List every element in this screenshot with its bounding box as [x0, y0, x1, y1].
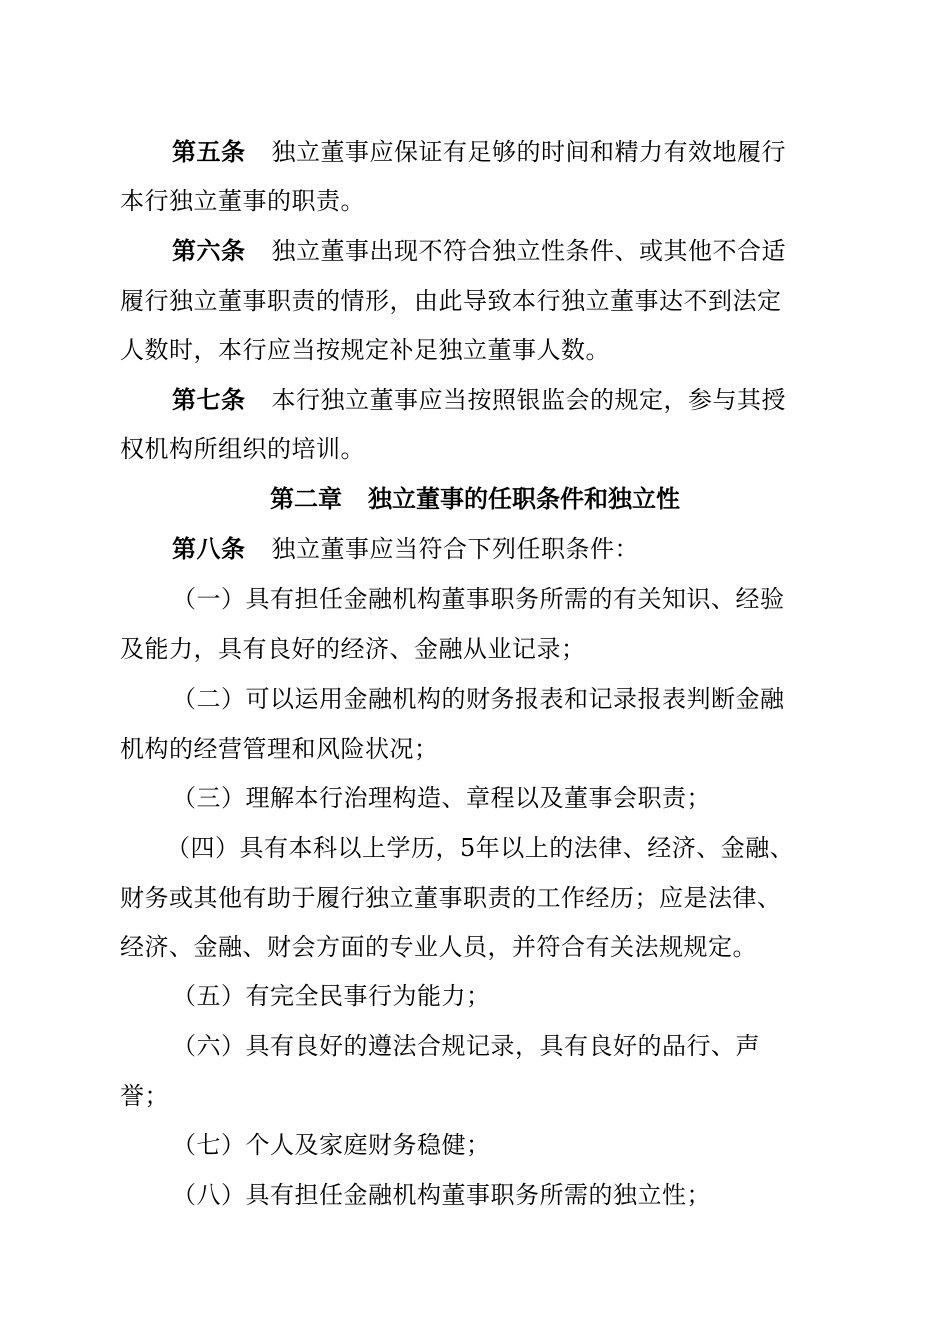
item-8-line-1: （八）具有担任金融机构董事职务所需的独立性； — [172, 1181, 711, 1209]
article-7-line-2: 权机构所组织的培训。 — [120, 435, 365, 463]
article-7-label: 第七条 — [172, 386, 246, 414]
item-4-line-1: （四）具有本科以上学历，5年以上的法律、经济、金融、 — [166, 834, 795, 862]
chapter-2-label: 第二章 — [270, 485, 342, 513]
item-6-line-2: 誉； — [120, 1082, 169, 1110]
article-7-line-1 — [172, 384, 786, 416]
article-6-line-2: 履行独立董事职责的情形，由此导致本行独立董事达不到法定 — [120, 287, 782, 315]
article-5-line-2: 本行独立董事的职责。 — [120, 187, 365, 215]
item-3-line-1: （三）理解本行治理构造、章程以及董事会职责； — [172, 784, 711, 812]
item-7-line-1: （七）个人及家庭财务稳健； — [172, 1131, 491, 1159]
item-2-line-1: （二）可以运用金融机构的财务报表和记录报表判断金融 — [172, 685, 785, 713]
article-6-line-1 — [172, 235, 786, 267]
article-8-text-1: 独立董事应当符合下列任职条件： — [271, 535, 639, 563]
item-4-line-3: 经济、金融、财会方面的专业人员，并符合有关法规规定。 — [120, 933, 757, 961]
article-5-label: 第五条 — [172, 138, 246, 166]
article-6-label: 第六条 — [172, 237, 246, 265]
item-1-line-1: （一）具有担任金融机构董事职务所需的有关知识、经验 — [172, 585, 785, 613]
item-6-line-1: （六）具有良好的遵法合规记录，具有良好的品行、声 — [172, 1032, 760, 1060]
article-5-line-1 — [172, 136, 786, 168]
article-8-label: 第八条 — [172, 535, 246, 563]
article-6-line-3: 人数时，本行应当按规定补足独立董事人数。 — [120, 336, 610, 364]
article-5-text-1: 独立董事应保证有足够的时间和精力有效地履行 — [271, 138, 786, 166]
item-2-line-2: 机构的经营管理和风险状况； — [120, 735, 439, 763]
item-4-line-2: 财务或其他有助于履行独立董事职责的工作经历；应是法律、 — [120, 884, 782, 912]
item-1-line-2: 及能力，具有良好的经济、金融从业记录； — [120, 635, 586, 663]
article-6-text-1: 独立董事出现不符合独立性条件、或其他不合适 — [271, 237, 786, 265]
article-8-line-1 — [172, 533, 639, 565]
item-5-line-1: （五）有完全民事行为能力； — [172, 982, 491, 1010]
chapter-2-heading — [0, 483, 950, 515]
article-7-text-1: 本行独立董事应当按照银监会的规定，参与其授 — [271, 386, 786, 414]
chapter-2-title: 独立董事的任职条件和独立性 — [368, 485, 680, 513]
